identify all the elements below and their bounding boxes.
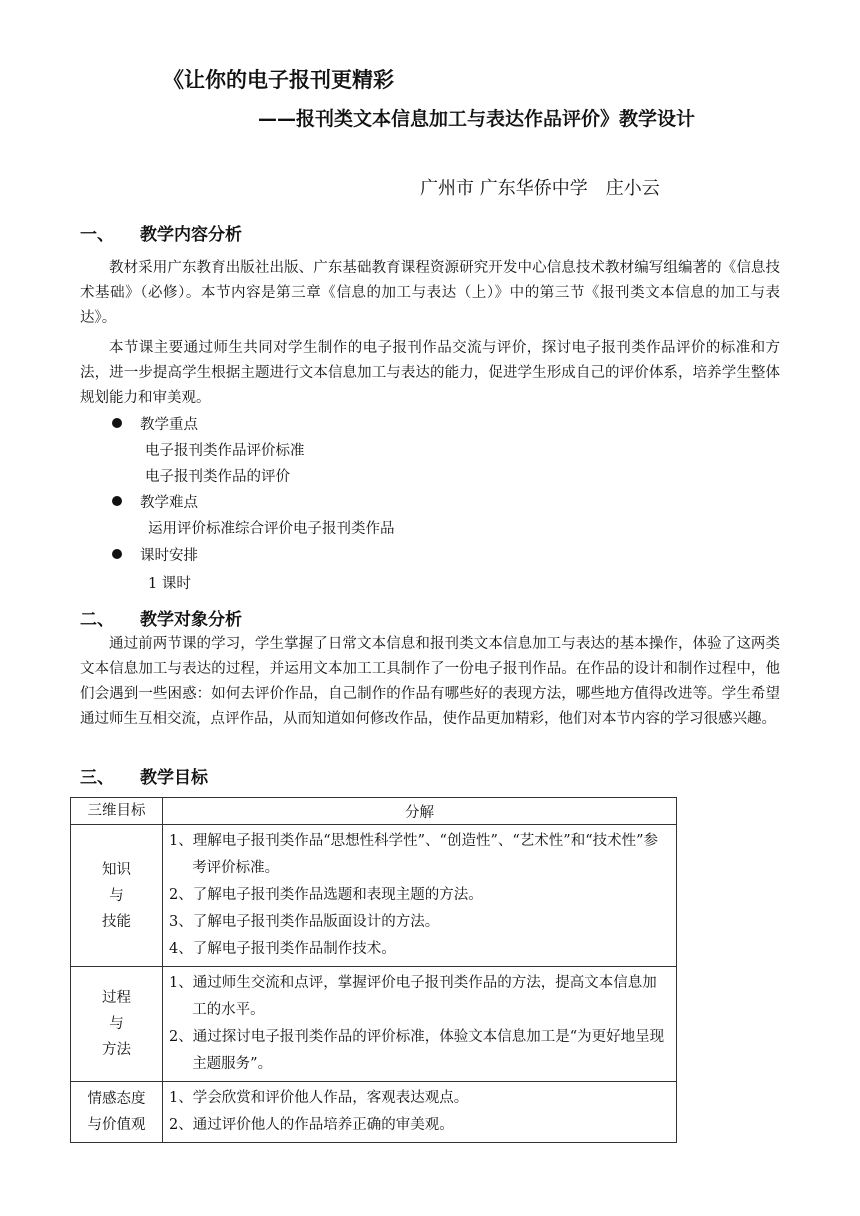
section-title: 教学对象分析 <box>140 610 242 630</box>
author-line: 广州市 广东华侨中学 庄小云 <box>420 178 660 199</box>
category-text: 与价值观 <box>87 1117 146 1133</box>
section-number: 三、 <box>80 768 114 788</box>
document-subtitle: ——报刊类文本信息加工与表达作品评价》教学设计 <box>258 108 696 130</box>
bullet-icon <box>112 418 122 428</box>
category-text: 情感态度 <box>87 1091 146 1107</box>
objective-item: 1、学会欣赏和评价他人作品，客观表达观点。 <box>169 1090 469 1106</box>
table-row <box>71 1082 677 1143</box>
section-heading-content-analysis <box>80 220 242 245</box>
bullet-label: 课时安排 <box>140 548 198 564</box>
table-header-row <box>71 798 677 825</box>
bullet-schedule <box>112 544 198 565</box>
paragraph: 本节课主要通过师生共同对学生制作的电子报刊作品交流与评价，探讨电子报刊类作品评价的标准和方法，进一步提高学生根据主题进行文本信息加工与表达的能力，促进学生形成自己的评价体系，培养学生整体规划能力和审美观。 <box>80 340 780 406</box>
category-text: 技能 <box>102 913 131 930</box>
items-cell <box>163 825 677 967</box>
objective-item: 1、通过师生交流和点评，掌握评价电子报刊类作品的方法，提高文本信息加工的水平。 <box>169 975 657 1018</box>
category-text: 与 <box>109 1016 124 1032</box>
table-row <box>71 967 677 1082</box>
objective-item: 2、通过评价他人的作品培养正确的审美观。 <box>169 1117 454 1133</box>
bullet-subitem: 1 课时 <box>148 576 191 592</box>
paragraph: 教材采用广东教育出版社出版、广东基础教育课程资源研究开发中心信息技术教材编写组编著的《信息技术基础》（必修）。本节内容是第三章《信息的加工与表达（上）》中的第三节《报刊类文本信息的加工与表达》。 <box>80 260 780 326</box>
bullet-key-points <box>112 413 198 434</box>
bullet-subitem: 电子报刊类作品评价标准 <box>145 443 305 459</box>
bullet-subitem: 运用评价标准综合评价电子报刊类作品 <box>148 521 395 537</box>
bullet-label: 教学难点 <box>140 495 198 511</box>
bullet-subitem: 电子报刊类作品的评价 <box>145 469 290 485</box>
section-title: 教学目标 <box>140 768 208 788</box>
category-text: 与 <box>109 887 124 904</box>
category-cell <box>71 1082 163 1143</box>
objective-item: 2、了解电子报刊类作品选题和表现主题的方法。 <box>169 887 483 903</box>
items-cell <box>163 1082 677 1143</box>
category-cell <box>71 825 163 967</box>
section-number: 一、 <box>80 225 114 245</box>
objective-item: 4、了解电子报刊类作品制作技术。 <box>169 941 396 957</box>
category-text: 方法 <box>102 1042 131 1058</box>
header-dimension: 三维目标 <box>71 798 163 825</box>
table-row <box>71 825 677 967</box>
bullet-icon <box>112 496 122 506</box>
items-cell <box>163 967 677 1082</box>
objectives-table <box>70 797 677 1143</box>
objective-item: 3、了解电子报刊类作品版面设计的方法。 <box>169 914 440 930</box>
bullet-difficulties <box>112 491 198 512</box>
header-breakdown: 分解 <box>163 798 677 825</box>
category-text: 过程 <box>102 990 131 1006</box>
bullet-icon <box>112 549 122 559</box>
section-number: 二、 <box>80 610 114 630</box>
paragraph: 通过前两节课的学习，学生掌握了日常文本信息和报刊类文本信息加工与表达的基本操作，体验了这两类文本信息加工与表达的过程，并运用文本加工工具制作了一份电子报刊作品。在作品的设计和制作过程中，他们会遇到一些困惑：如何去评价作品，自己制作的作品有哪些好的表现方法，哪些地方值得改进等。学生希望通过师生互相交流，点评作品，从而知道如何修改作品，使作品更加精彩，他们对本节内容的学习很感兴趣。 <box>80 636 780 727</box>
objective-item: 2、通过探讨电子报刊类作品的评价标准，体验文本信息加工是“为更好地呈现主题服务”。 <box>169 1029 665 1072</box>
section-title: 教学内容分析 <box>140 225 242 245</box>
bullet-label: 教学重点 <box>140 417 198 433</box>
objective-item: 1、理解电子报刊类作品“思想性科学性”、“创造性”、“艺术性”和“技术性”参考评价标准。 <box>169 833 659 876</box>
section-heading-objectives <box>80 763 208 788</box>
category-cell <box>71 967 163 1082</box>
document-title: 《让你的电子报刊更精彩 <box>163 68 394 92</box>
category-text: 知识 <box>102 861 131 878</box>
section-heading-student-analysis <box>80 605 242 630</box>
